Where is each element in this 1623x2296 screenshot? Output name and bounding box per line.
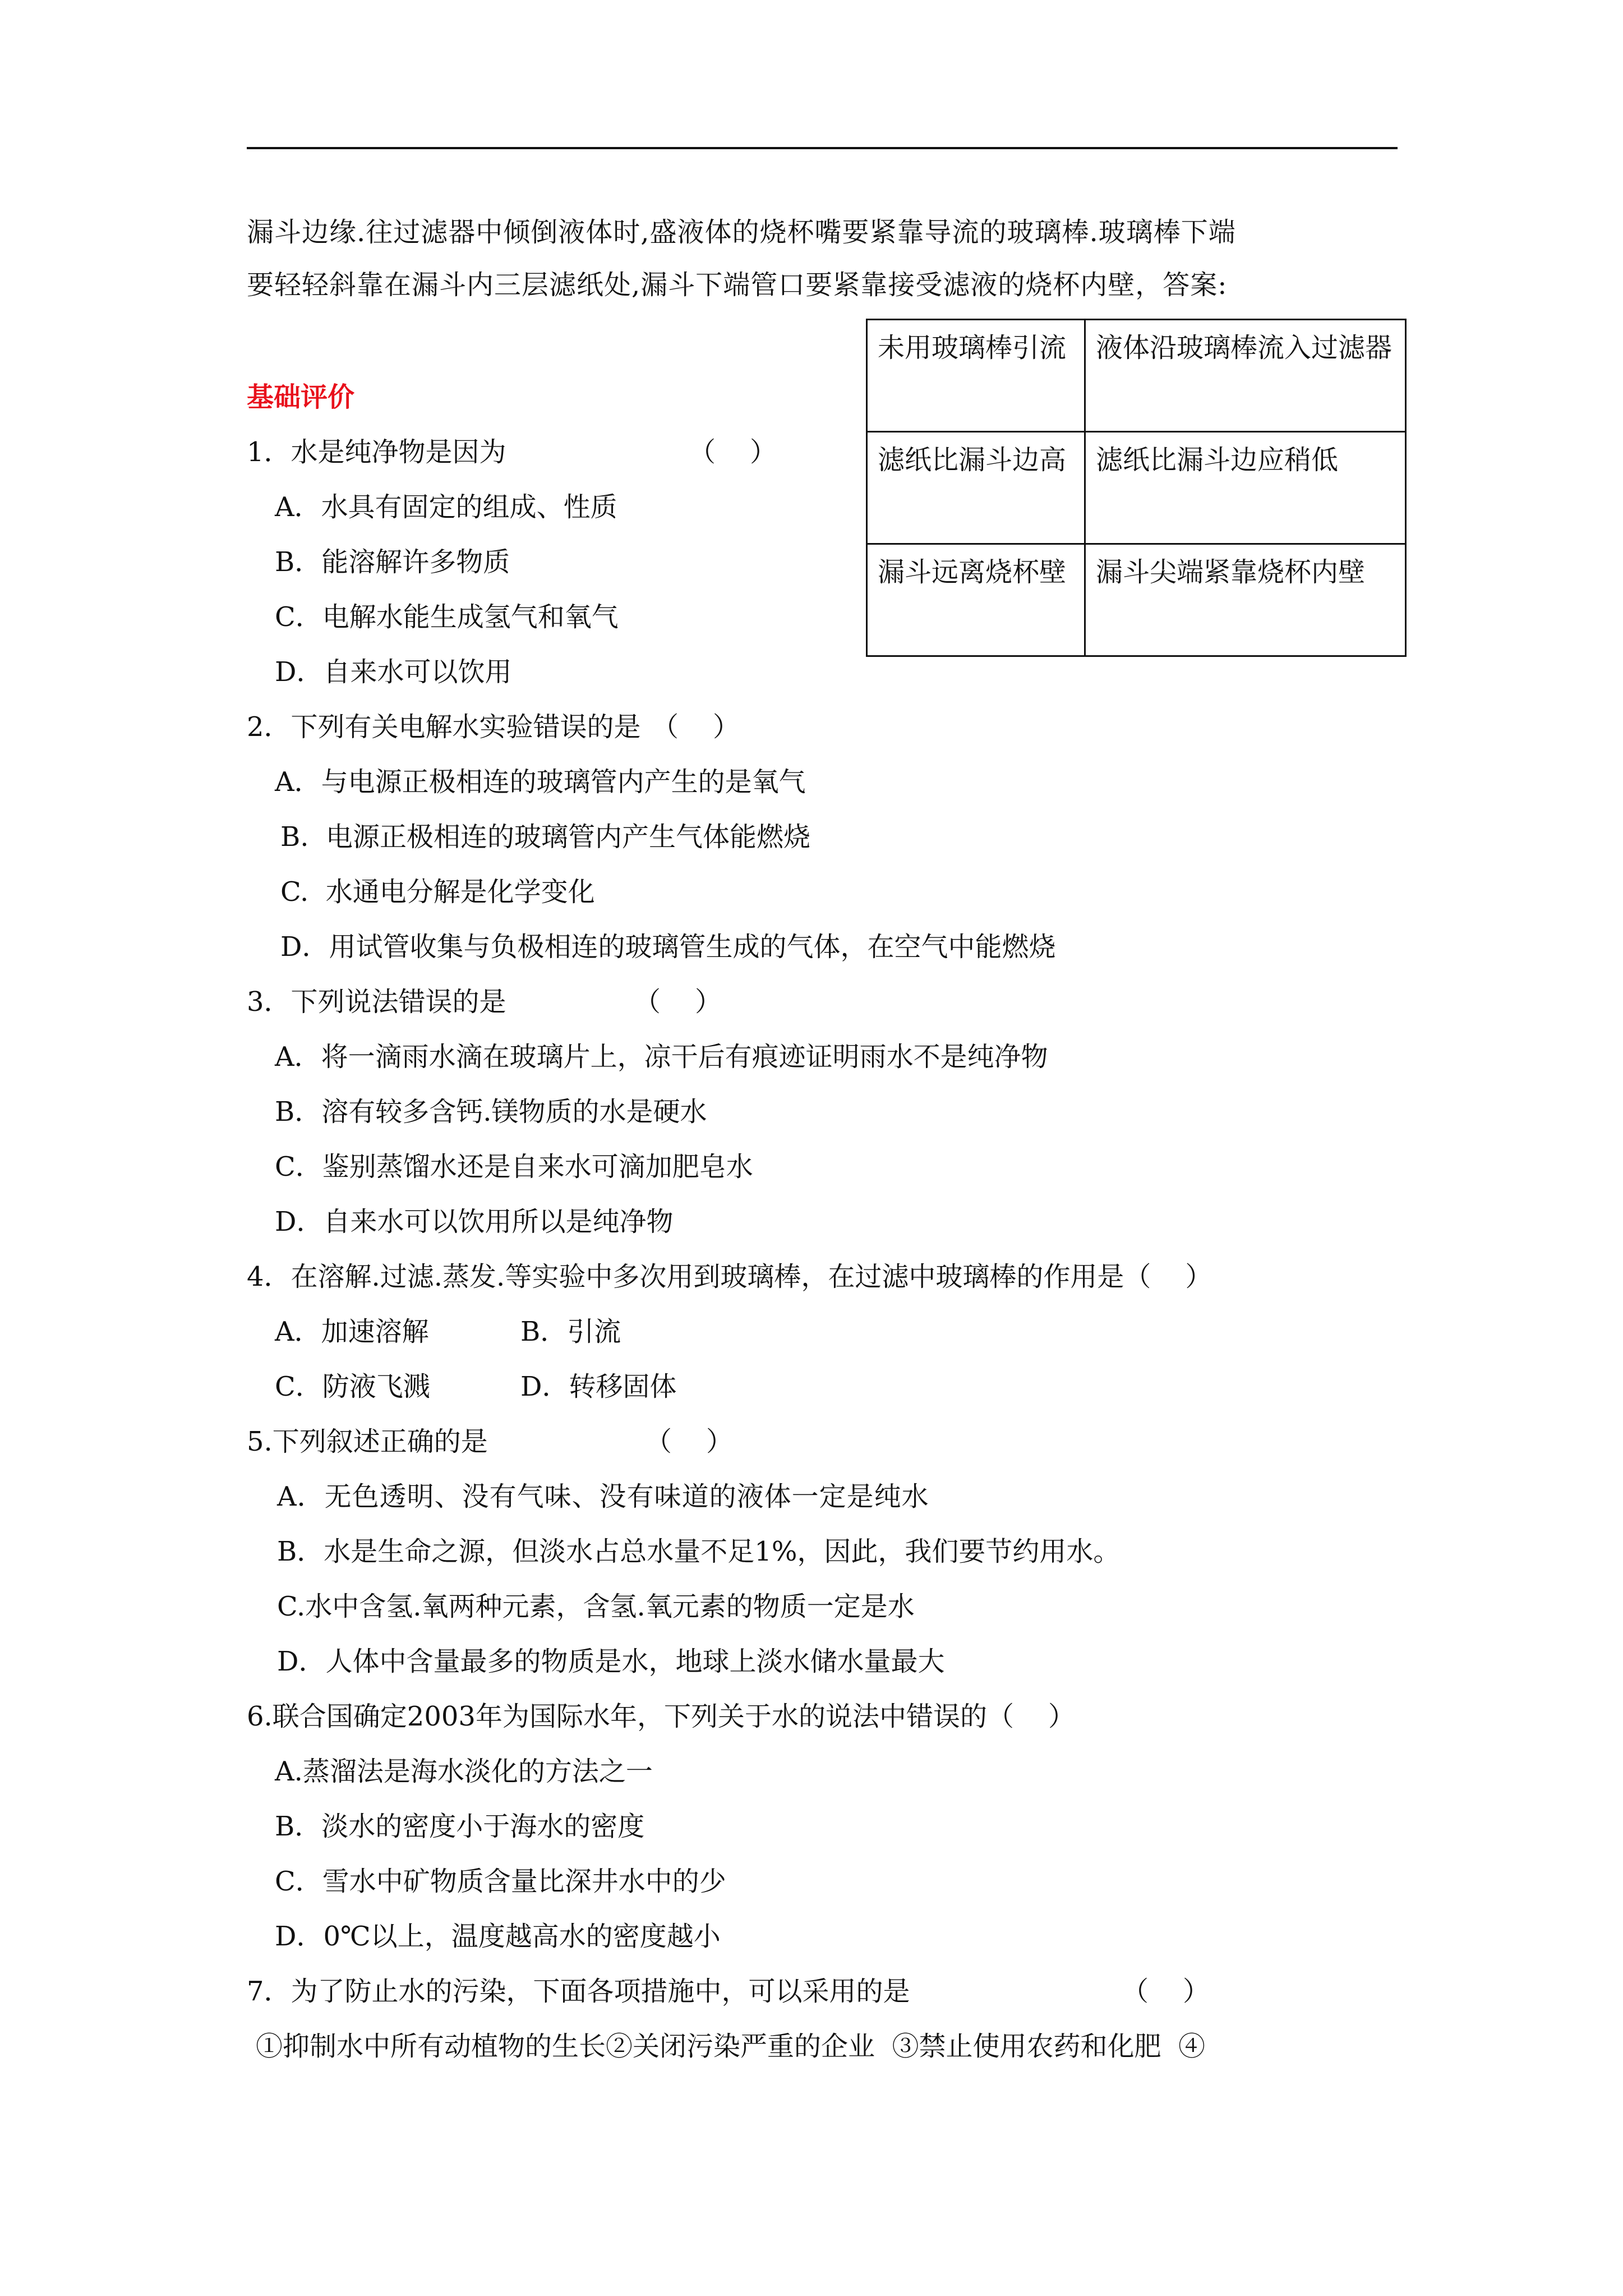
option: D．0℃以上，温度越高水的密度越小 — [275, 1921, 721, 1952]
option: B．能溶解许多物质 — [275, 546, 510, 578]
table-cell-problem: 滤纸比漏斗边高 — [867, 432, 1085, 544]
question-stem: 5.下列叙述正确的是 — [247, 1426, 488, 1457]
question-stem: 7．为了防止水的污染，下面各项措施中，可以采用的是 — [247, 1976, 910, 2007]
option: D．自来水可以饮用所以是纯净物 — [275, 1206, 674, 1237]
answer-table — [866, 319, 1407, 657]
option: A．加速溶解 — [275, 1316, 429, 1347]
option: D．自来水可以饮用 — [275, 656, 512, 688]
option: A.蒸溜法是海水淡化的方法之一 — [275, 1756, 653, 1787]
option: C．电解水能生成氢气和氧气 — [275, 601, 619, 633]
table-cell-fix: 漏斗尖端紧靠烧杯内壁 — [1085, 544, 1406, 656]
option: A．无色透明、没有气味、没有味道的液体一定是纯水 — [277, 1481, 929, 1512]
option: C. 水通电分解是化学变化 — [280, 876, 595, 908]
table-row — [867, 432, 1406, 544]
option: A．将一滴雨水滴在玻璃片上，凉干后有痕迹证明雨水不是纯净物 — [275, 1041, 1048, 1073]
question-stem: 3．下列说法错误的是 — [247, 986, 506, 1018]
option: A．水具有固定的组成、性质 — [275, 491, 617, 523]
answer-blank: （ ） — [1122, 1976, 1210, 2007]
intro-line-1: 漏斗边缘.往过滤器中倾倒液体时,盛液体的烧杯嘴要紧靠导流的玻璃棒.玻璃棒下端 — [247, 217, 1236, 248]
option: C．雪水中矿物质含量比深井水中的少 — [275, 1866, 726, 1897]
answer-blank: （ ） — [634, 986, 722, 1018]
option: B. 电源正极相连的玻璃管内产生气体能燃烧 — [280, 821, 811, 853]
answer-blank: （ ） — [689, 436, 777, 468]
option: C．鉴别蒸馏水还是自来水可滴加肥皂水 — [275, 1151, 753, 1182]
header-rule — [247, 147, 1398, 149]
option: B．引流 — [520, 1316, 621, 1347]
answer-blank: （ ） — [645, 1426, 734, 1457]
question-stem: 4．在溶解.过滤.蒸发.等实验中多次用到玻璃棒，在过滤中玻璃棒的作用是（ ） — [247, 1261, 1212, 1292]
option: B．淡水的密度小于海水的密度 — [275, 1811, 645, 1842]
option: D．用试管收集与负极相连的玻璃管生成的气体，在空气中能燃烧 — [280, 931, 1056, 963]
table-cell-problem: 未用玻璃棒引流 — [867, 320, 1085, 432]
option: C．防液飞溅 — [275, 1371, 430, 1402]
option: C.水中含氢.氧两种元素，含氢.氧元素的物质一定是水 — [277, 1591, 915, 1622]
option: D．人体中含量最多的物质是水，地球上淡水储水量最大 — [277, 1646, 945, 1677]
table-row — [867, 320, 1406, 432]
option: ①抑制水中所有动植物的生长②关闭污染严重的企业 ③禁止使用农药和化肥 ④ — [256, 2031, 1206, 2062]
intro-line-2: 要轻轻斜靠在漏斗内三层滤纸处,漏斗下端管口要紧靠接受滤液的烧杯内壁，答案: — [247, 269, 1228, 301]
option: B．水是生命之源，但淡水占总水量不足1%，因此，我们要节约用水。 — [277, 1536, 1121, 1567]
answer-blank: （ ） — [652, 711, 740, 743]
question-stem: 6.联合国确定2003年为国际水年，下列关于水的说法中错误的（ ） — [247, 1701, 1075, 1732]
table-cell-fix: 液体沿玻璃棒流入过滤器 — [1085, 320, 1406, 432]
option: D．转移固体 — [520, 1371, 677, 1402]
question-stem: 2．下列有关电解水实验错误的是 — [247, 711, 641, 743]
option: B．溶有较多含钙.镁物质的水是硬水 — [275, 1096, 707, 1128]
option: A．与电源正极相连的玻璃管内产生的是氧气 — [275, 766, 806, 798]
table-cell-problem: 漏斗远离烧杯壁 — [867, 544, 1085, 656]
table-row — [867, 544, 1406, 656]
section-title: 基础评价 — [247, 381, 355, 413]
table-cell-fix: 滤纸比漏斗边应稍低 — [1085, 432, 1406, 544]
question-stem: 1．水是纯净物是因为 — [247, 436, 506, 468]
